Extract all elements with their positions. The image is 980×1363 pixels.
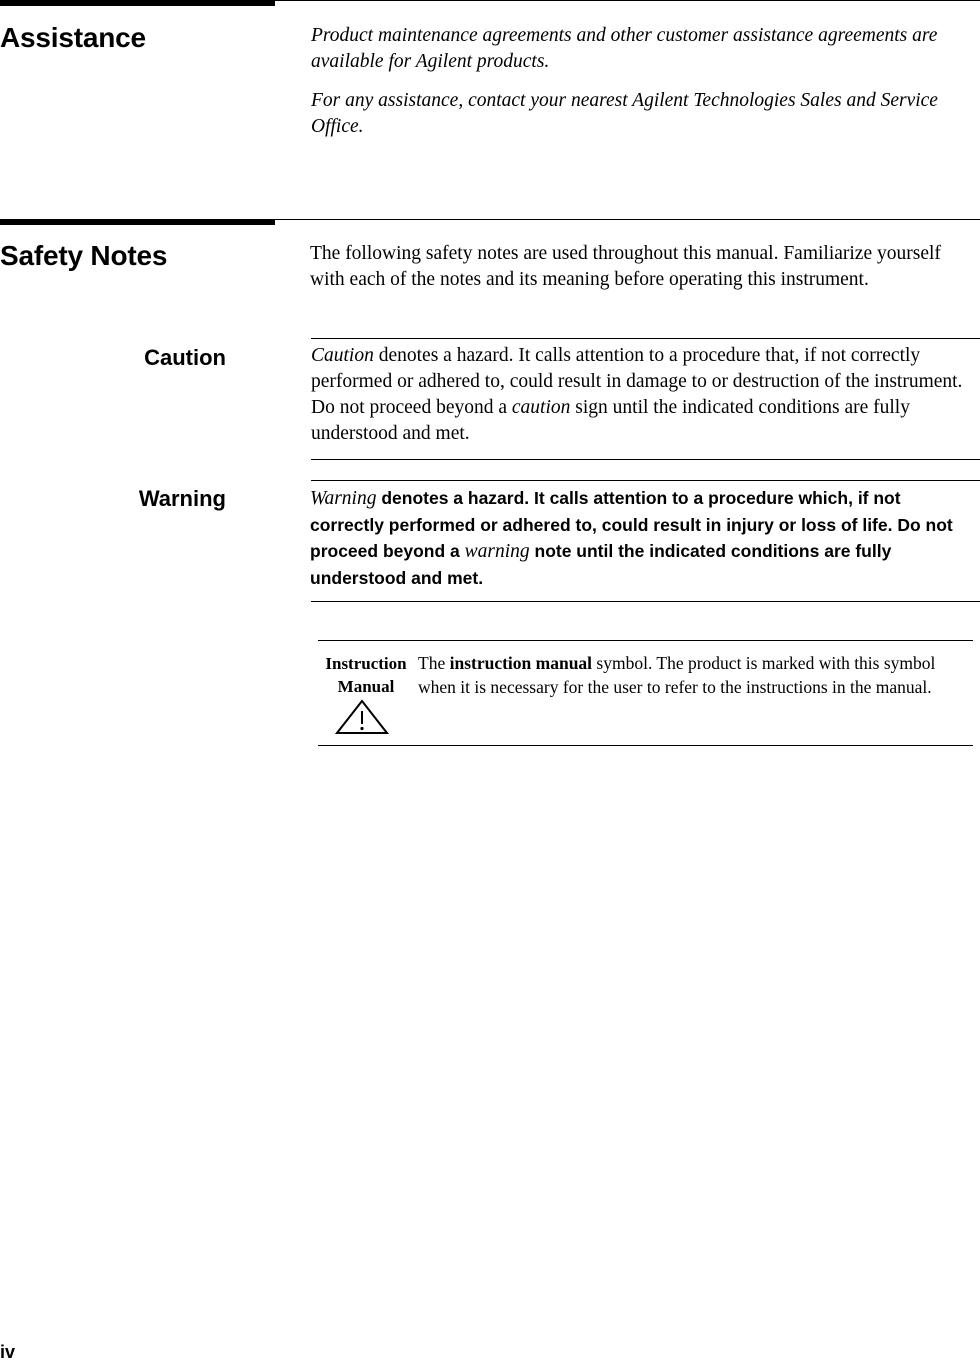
safety-notes-heading: Safety Notes — [0, 240, 168, 271]
caution-lead-word: Caution — [311, 345, 374, 366]
safety-notes-heavy-rule — [0, 219, 275, 225]
caution-bottom-rule — [311, 459, 980, 460]
instruction-text-bold: instruction manual — [449, 653, 593, 673]
instruction-manual-label-line2: Manual — [337, 677, 395, 696]
assistance-thin-rule — [275, 0, 980, 1]
assistance-heavy-rule — [0, 0, 275, 6]
caution-inline-word: caution — [511, 397, 571, 418]
instruction-manual-label — [317, 652, 415, 698]
warning-bottom-rule — [311, 601, 980, 602]
warning-text-part2: note until the indicated conditions are fully understood and met. — [310, 541, 892, 588]
safety-notes-intro: The following safety notes are used throughout this manual. Familiarize yourself with each of the notes and its meaning before operating this instrument. — [310, 243, 941, 290]
instruction-table-top-rule — [318, 640, 973, 641]
warning-text — [310, 485, 970, 591]
instruction-manual-description — [418, 651, 973, 699]
caution-text — [311, 343, 975, 447]
safety-notes-thin-rule — [275, 219, 980, 220]
instruction-text-lead: The — [418, 653, 450, 673]
instruction-table-bottom-rule — [318, 745, 973, 746]
caution-label: Caution — [144, 345, 226, 370]
instruction-manual-label-line1: Instruction — [325, 654, 407, 673]
warning-text-part1: denotes a hazard. It calls attention to a procedure which, if not correctly performed or adhered to, could result in injury or loss of life. Do not proceed beyond a — [310, 488, 953, 561]
assistance-paragraph-1: Product maintenance agreements and other customer assistance agreements are available for Agilent products. — [311, 25, 938, 72]
warning-label: Warning — [138, 486, 226, 511]
warning-top-rule — [311, 480, 980, 481]
assistance-paragraph-2: For any assistance, contact your nearest Agilent Technologies Sales and Service Office. — [311, 90, 938, 137]
page-number: iv — [0, 1342, 16, 1362]
assistance-heading: Assistance — [0, 22, 146, 53]
warning-triangle-icon — [335, 699, 389, 735]
warning-inline-word: warning — [464, 541, 530, 562]
caution-text-part1: denotes a hazard. It calls attention to a procedure that, if not correctly performed or adhered to, could result in damage to or destruction of the instrument. Do not proceed beyond a — [311, 345, 963, 418]
instruction-text-rest: symbol. The product is marked with this symbol when it is necessary for the user to refer to the instructions in the manual. — [418, 653, 936, 697]
warning-lead-word: Warning — [310, 488, 377, 509]
caution-text-part2: sign until the indicated conditions are fully understood and met. — [311, 397, 910, 444]
caution-top-rule — [311, 338, 980, 339]
